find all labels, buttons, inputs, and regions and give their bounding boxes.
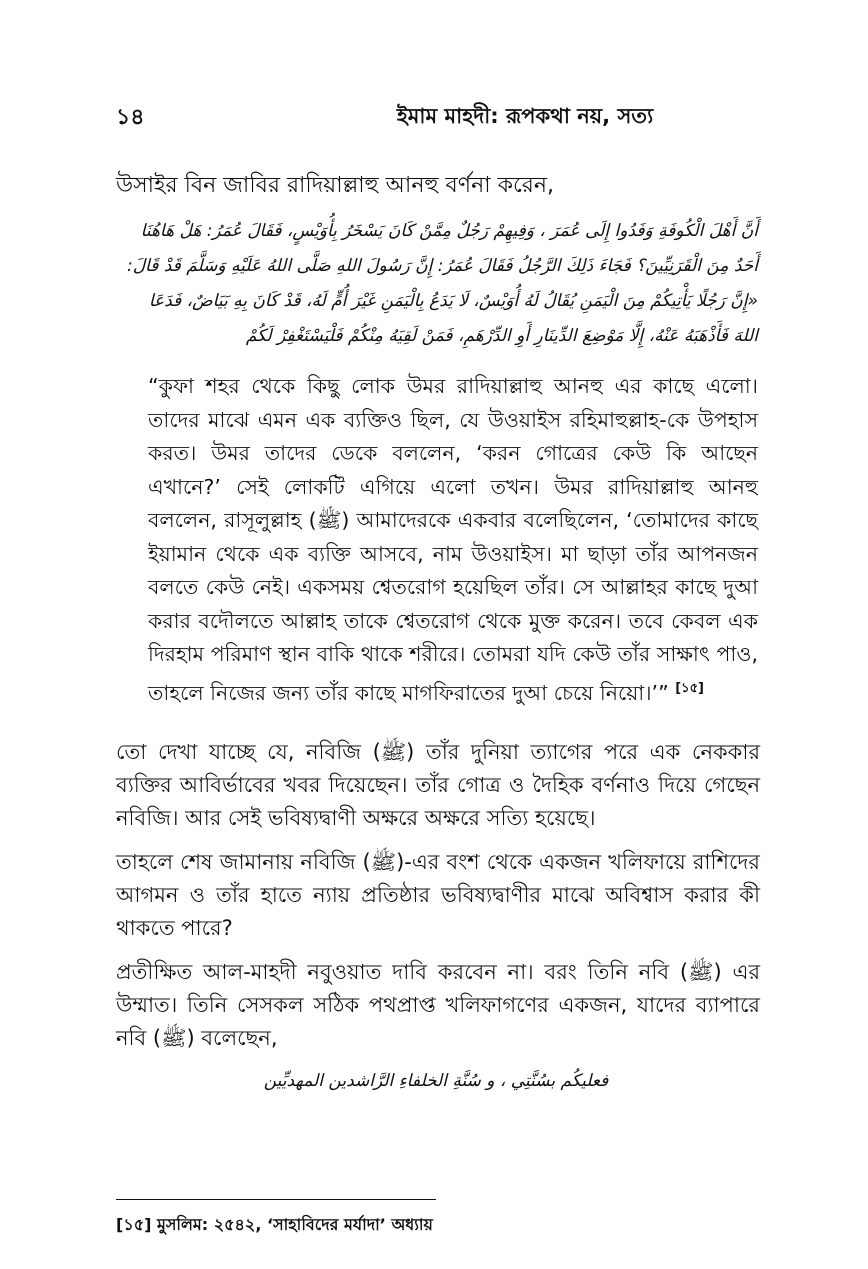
body-paragraph: তো দেখা যাচ্ছে যে, নবিজি (ﷺ) তাঁর দুনিয়া ত্যাগের পরে এক নেককার ব্যক্তির আবির্ভাবের খবর দিয়েছেন। তাঁর গোত্র ও দৈহিক বর্ণনাও দিয়ে গেছেন নবিজি। আর সেই ভবিষ্যদ্বাণী অক্ষরে অক্ষরে সত্যি হয়েছে।: [116, 740, 761, 830]
footnote: [১৫] মুসলিম: ২৫৪২, ‘সাহাবিদের মর্যাদা’ অধ্যায়: [116, 1215, 433, 1234]
arabic-hadith-line: أَحَدٌ مِنَ الْقَرَنِيِّينَ؟ فَجَاءَ ذَلِكَ الرَّجُلُ فَقَالَ عُمَرُ: إِنَّ رَسُولَ اللهِ صَلَّى اللهُ عَلَيْهِ وَسَلَّمَ قَدْ قَالَ:: [126, 256, 758, 276]
arabic-hadith: [118, 214, 758, 354]
page-number: ১৪: [116, 105, 145, 130]
arabic-hadith-line: «إِنَّ رَجُلًا يَأْتِيكُمْ مِنَ الْيَمَنِ يُقَالُ لَهُ أُوَيْسٌ، لَا يَدَعُ بِالْيَمَنِ غَيْرَ أُمٍّ لَهُ، قَدْ كَانَ بِهِ بَيَاضٌ، فَدَعَا: [148, 291, 758, 311]
quote-text: “কুফা শহর থেকে কিছু লোক উমর রাদিয়াল্লাহু আনহু এর কাছে এলো। তাদের মাঝে এমন এক ব্যক্তিও ছিল, যে উওয়াইস রহিমাহুল্লাহ-কে উপহাস করত। উমর তাদের ডেকে বললেন, ‘করন গোত্রের কেউ কি আছেন এখানে?’ সেই লোকটি এগিয়ে এলো তখন। উমর রাদিয়াল্লাহু আনহু বললেন, রাসূলুল্লাহ (ﷺ) আমাদেরকে একবার বলেছিলেন, ‘তোমাদের কাছে ইয়ামান থেকে এক ব্যক্তি আসবে, নাম উওয়াইস। মা ছাড়া তাঁর আপনজন বলতে কেউ নেই। একসময় শ্বেতরোগ হয়েছিল তাঁর। সে আল্লাহর কাছে দুআ করার বদৌলতে আল্লাহ তাকে শ্বেতরোগ থেকে মুক্ত করেন। তবে কেবল এক দিরহাম পরিমাণ স্থান বাকি থাকে শরীরে। তোমরা যদি কেউ তাঁর সাক্ষাৎ পাও, তাহলে নিজের জন্য তাঁর কাছে মাগফিরাতের দুআ চেয়ে নিয়ো।’”: [148, 374, 758, 705]
body-paragraph: তাহলে শেষ জামানায় নবিজি (ﷺ)-এর বংশ থেকে একজন খলিফায়ে রাশিদের আগমন ও তাঁর হাতে ন্যায় প্রতিষ্ঠার ভবিষ্যদ্বাণীর মাঝে অবিশ্বাস করার কী থাকতে পারে?: [116, 850, 760, 940]
footnote-divider: [116, 1199, 436, 1200]
running-title: ইমাম মাহদী: রূপকথা নয়, সত্য: [396, 104, 654, 128]
arabic-hadith-line: أَنَّ أَهْلَ الْكُوفَةِ وَفَدُوا إِلَى عُمَرَ ، وَفِيهِمْ رَجُلٌ مِمَّنْ كَانَ يَسْخَرُ بِأُوَيْسٍ، فَقَالَ عُمَرُ: هَلْ هَاهُنَا: [140, 221, 758, 241]
intro-line: উসাইর বিন জাবির রাদিয়াল্লাহু আনহু বর্ণনা করেন,: [116, 173, 555, 198]
footnote-reference[interactable]: [১৫]: [675, 680, 704, 696]
arabic-quote: فعليكُم بسُنَّتِي ، و سُنَّةِ الخلفاءِ الرَّاشدين المهديِّين: [263, 1071, 609, 1091]
body-paragraph: প্রতীক্ষিত আল-মাহদী নবুওয়াত দাবি করবেন না। বরং তিনি নবি (ﷺ) এর উম্মাত। তিনি সেসকল সঠিক পথপ্রাপ্ত খলিফাগণের একজন, যাদের ব্যাপারে নবি (ﷺ) বলেছেন,: [116, 960, 760, 1050]
translation-quote: [148, 370, 758, 710]
arabic-hadith-line: اللهَ فَأَذْهَبَهُ عَنْهُ، إِلَّا مَوْضِعَ الدِّينَارِ أَوِ الدِّرْهَمِ، فَمَنْ لَقِيَهُ مِنْكُمْ فَلْيَسْتَغْفِرْ لَكُمْ: [245, 326, 758, 346]
